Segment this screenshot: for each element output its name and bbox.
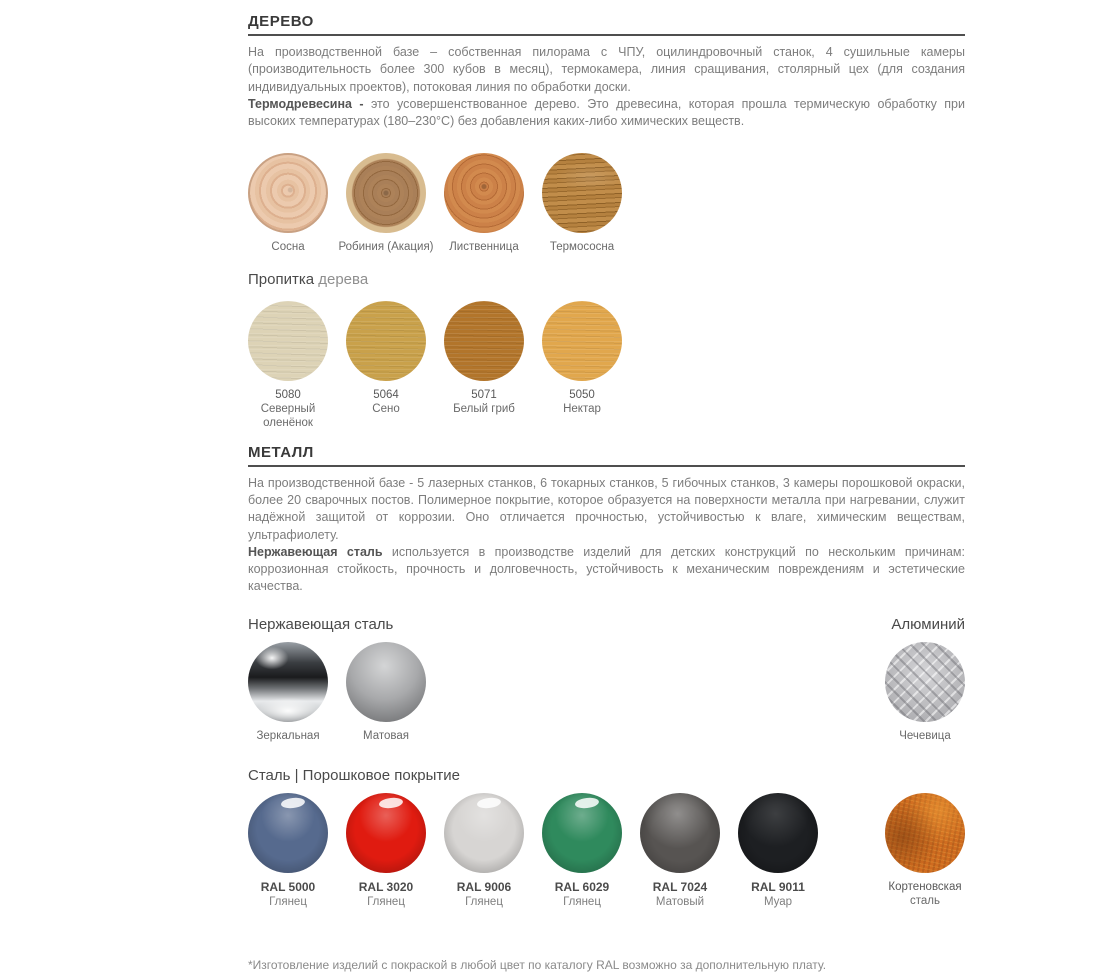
stainless-type-label: Зеркальная (256, 729, 320, 742)
ral-code: RAL 9011 (751, 879, 805, 894)
ral-6029-ball-image (542, 793, 622, 873)
mirror-steel-ball-image (248, 642, 328, 722)
wood-types-row (248, 153, 965, 254)
wood-type-larch (444, 153, 524, 254)
powder-colors-row (248, 793, 965, 909)
impregnation-color-image (444, 301, 524, 381)
stainless-paragraph (248, 544, 965, 596)
stainless-matte (346, 642, 426, 743)
impregnation-swatch-5050 (542, 301, 622, 417)
corten-steel (885, 793, 965, 909)
corten-label (863, 880, 987, 909)
ral-code: RAL 6029 (554, 879, 610, 894)
larch-wood-image (444, 153, 524, 233)
aluminium-title: Алюминий (891, 615, 965, 633)
impregnation-label (437, 388, 531, 417)
ral-5000-ball-image (248, 793, 328, 873)
ral-label (716, 880, 840, 909)
ral-finish: Глянец (465, 895, 503, 908)
thermowood-text: это усовершенствованное дерево. Это древесина, которая прошла термическую обработку при высоких температурах (180–230°С) без добавления каких-либо химических веществ. (248, 96, 965, 128)
wood-type-label: Лиственница (449, 241, 519, 254)
metal-intro-text: На производственной базе - 5 лазерных станков, 6 токарных станков, 5 гибочных станков, 3 камеры порошковой окраски, более 20 сварочных постов. Полимерное покрытие, которое образуется на поверхности металла при нагревании, служит надёжной защитой от коррозии. Оно отличается прочностью, устойчивостью к влаге, химическим веществам, ультрафиолету. (248, 475, 965, 542)
metal-intro-paragraph (248, 475, 965, 544)
impregnation-color-image (248, 301, 328, 381)
thermopine-wood-image (542, 153, 622, 233)
wood-intro-paragraph (248, 44, 965, 96)
impregnation-swatch-5071 (444, 301, 524, 417)
impregnation-swatch-5080 (248, 301, 328, 431)
wood-type-label: Робиния (Акация) (338, 241, 434, 254)
impregnation-swatch-5064 (346, 301, 426, 417)
wood-type-thermopine (542, 153, 622, 254)
ral-code: RAL 3020 (358, 879, 414, 894)
ral-9006-ball-image (444, 793, 524, 873)
wood-intro-text: На производственной базе – собственная пилорама с ЧПУ, оцилиндровочный станок, 4 сушильные камеры (производительность более 300 кубов в месяц), термокамера, линия сращивания, столярный цех (для создания индивидуальных проектов), потоковая линия по обработки доски. (248, 45, 965, 94)
ral-5000 (248, 793, 328, 909)
stainless-title: Нержавеющая сталь (248, 615, 394, 633)
ral-6029 (542, 793, 622, 909)
ral-finish: Матовый (655, 895, 705, 908)
impregnation-label (535, 388, 629, 417)
ral-3020-ball-image (346, 793, 426, 873)
impregnation-label (241, 388, 335, 431)
impregnation-name: Нектар (563, 403, 601, 415)
aluminium-type-label: Чечевица (899, 729, 951, 742)
impregnation-code: 5050 (569, 388, 595, 401)
ral-finish: Глянец (269, 895, 307, 908)
thermowood-lead: Термодревесина - (248, 96, 371, 111)
metal-section-title: МЕТАЛЛ (248, 443, 314, 461)
impregnation-name: Северный оленёнок (260, 403, 316, 430)
stainless-lead: Нержавеющая сталь (248, 544, 392, 559)
impregnation-row (248, 301, 965, 431)
thermowood-paragraph (248, 96, 965, 131)
impregnation-code: 5064 (373, 388, 399, 401)
ral-7024 (640, 793, 720, 909)
matte-steel-ball-image (346, 642, 426, 722)
impregnation-title (248, 271, 965, 288)
impregnation-label (339, 388, 433, 417)
metal-subheads-row (248, 616, 965, 633)
stainless-row (248, 642, 965, 743)
metal-section-divider (248, 465, 965, 467)
corten-steel-image (885, 793, 965, 873)
footnote: *Изготовление изделий с покраской в любой цвет по каталогу RAL возможно за дополнительную плату. (248, 958, 827, 972)
ral-finish: Глянец (563, 895, 601, 908)
impregnation-title-sub: дерева (318, 270, 369, 288)
ral-finish: Муар (763, 895, 793, 908)
ral-code: RAL 7024 (652, 879, 708, 894)
ral-code: RAL 5000 (260, 879, 316, 894)
impregnation-color-image (346, 301, 426, 381)
wood-type-label: Сосна (271, 241, 305, 254)
impregnation-code: 5071 (471, 388, 497, 401)
ral-9011-ball-image (738, 793, 818, 873)
robinia-wood-image (346, 153, 426, 233)
corten-name-line1: Кортеновская (888, 880, 962, 893)
impregnation-title-main: Пропитка (248, 270, 315, 288)
wood-type-label: Термососна (549, 241, 615, 254)
impregnation-name: Белый гриб (453, 403, 515, 415)
impregnation-color-image (542, 301, 622, 381)
page-content (248, 0, 965, 972)
powder-title: Сталь | Порошковое покрытие (248, 766, 460, 784)
stainless-text: используется в производстве изделий для детских конструкций по нескольким причинам: коррозионная стойкость, прочность и долговечность, устойчивость к механическим повреждениям и эстетические качества. (248, 544, 965, 594)
ral-7024-ball-image (640, 793, 720, 873)
ral-code: RAL 9006 (456, 879, 512, 894)
ral-9011 (738, 793, 818, 909)
wood-type-robinia (338, 153, 434, 254)
impregnation-name: Сено (372, 403, 400, 415)
stainless-mirror (248, 642, 328, 743)
aluminium-sample (885, 642, 965, 743)
impregnation-code: 5080 (275, 388, 301, 401)
ral-finish: Глянец (367, 895, 405, 908)
ral-9006 (444, 793, 524, 909)
checker-plate-image (885, 642, 965, 722)
stainless-type-label: Матовая (363, 729, 409, 742)
wood-section-divider (248, 34, 965, 36)
wood-type-pine (248, 153, 328, 254)
pine-wood-image (248, 153, 328, 233)
ral-3020 (346, 793, 426, 909)
corten-name-line2: сталь (910, 895, 940, 908)
wood-section-title: ДЕРЕВО (248, 13, 314, 30)
